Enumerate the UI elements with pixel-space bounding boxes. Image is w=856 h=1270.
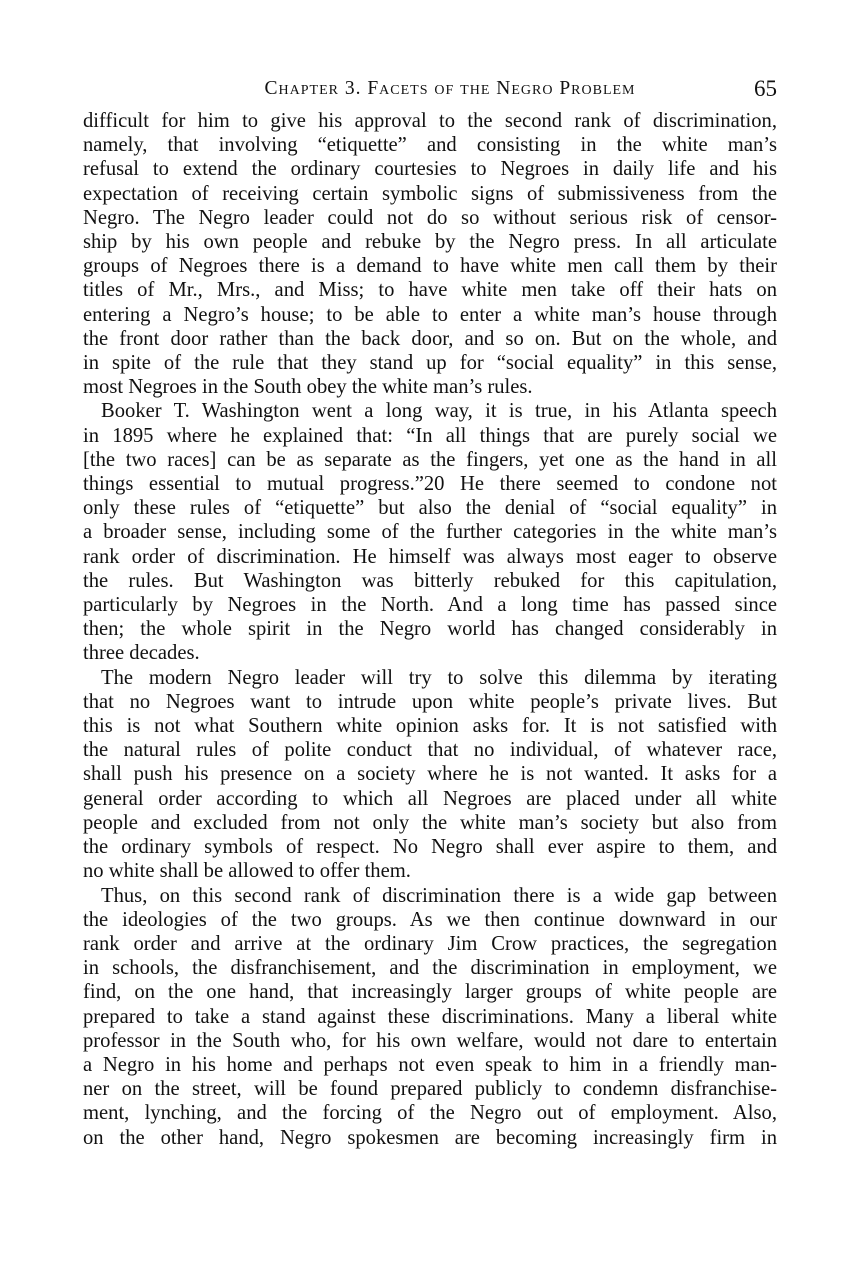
text-line: groups of Negroes there is a demand to have white men call them by their [83, 255, 777, 278]
text-line: on the other hand, Negro spokesmen are becoming increasingly firm in [83, 1126, 777, 1149]
text-line: Thus, on this second rank of discrimination there is a wide gap between [101, 884, 777, 907]
text-line: the ideologies of the two groups. As we then continue downward in our [83, 908, 777, 931]
text-line: particularly by Negroes in the North. And a long time has passed since [83, 594, 777, 617]
text-line: find, on the one hand, that increasingly larger groups of white people are [83, 981, 777, 1004]
text-line: no white shall be allowed to offer them. [83, 860, 411, 883]
paragraph [83, 666, 777, 884]
body-text [83, 109, 777, 1150]
page-number: 65 [754, 76, 777, 101]
text-line: ner on the street, will be found prepared publicly to condemn disfranchise- [83, 1078, 777, 1101]
text-segment: things essential to mutual progress.”20 He there seemed to condone not [83, 473, 777, 496]
text-line: the ordinary symbols of respect. No Negro shall ever aspire to them, and [83, 836, 777, 859]
text-line: then; the whole spirit in the Negro world has changed considerably in [83, 618, 777, 641]
text-line: in spite of the rule that they stand up for “social equality” in this sense, [83, 352, 777, 375]
text-line: rank order and arrive at the ordinary Jim Crow practices, the segregation [83, 932, 777, 955]
text-line: only these rules of “etiquette” but also the denial of “social equality” in [83, 497, 777, 520]
text-line: namely, that involving “etiquette” and consisting in the white man’s [83, 134, 777, 157]
text-line: this is not what Southern white opinion asks for. It is not satisfied with [83, 715, 777, 738]
text-line: The modern Negro leader will try to solve this dilemma by iterating [101, 666, 777, 689]
running-head [83, 78, 777, 108]
text-line: entering a Negro’s house; to be able to enter a white man’s house through [83, 303, 777, 326]
text-line: refusal to extend the ordinary courtesies to Negroes in daily life and his [83, 158, 777, 181]
text-line: professor in the South who, for his own welfare, would not dare to entertain [83, 1029, 777, 1052]
book-page [83, 78, 777, 1150]
paragraph [83, 884, 777, 1150]
text-line: [the two races] can be as separate as the fingers, yet one as the hand in all [83, 448, 777, 471]
text-line: ment, lynching, and the forcing of the Negro out of employment. Also, [83, 1102, 777, 1125]
text-line: people and excluded from not only the white man’s society but also from [83, 811, 777, 834]
text-line: Booker T. Washington went a long way, it is true, in his Atlanta speech [101, 400, 777, 423]
text-line: titles of Mr., Mrs., and Miss; to have white men take off their hats on [83, 279, 777, 302]
text-line: that no Negroes want to intrude upon white people’s private lives. But [83, 690, 777, 713]
text-line: rank order of discrimination. He himself was always most eager to observe [83, 545, 777, 568]
text-line: difficult for him to give his approval to the second rank of discrimination, [83, 110, 777, 132]
text-line: in schools, the disfranchisement, and the discrimination in employment, we [83, 957, 777, 980]
chapter-title: Chapter 3. Facets of the Negro Problem [264, 78, 636, 99]
text-line: a broader sense, including some of the further categories in the white man’s [83, 521, 777, 544]
paragraph [83, 109, 777, 399]
text-line [83, 472, 777, 496]
text-line: Negro. The Negro leader could not do so without serious risk of censor- [83, 206, 777, 229]
text-line: ship by his own people and rebuke by the Negro press. In all articulate [83, 231, 777, 254]
text-line: expectation of receiving certain symbolic signs of submissiveness from the [83, 182, 777, 205]
text-line: the natural rules of polite conduct that no individual, of whatever race, [83, 739, 777, 762]
text-line: three decades. [83, 642, 200, 665]
text-line: in 1895 where he explained that: “In all things that are purely social we [83, 424, 777, 447]
text-line: general order according to which all Negroes are placed under all white [83, 787, 777, 810]
text-line: most Negroes in the South obey the white man’s rules. [83, 376, 533, 399]
text-line: shall push his presence on a society where he is not wanted. It asks for a [83, 763, 777, 786]
text-line: the front door rather than the back door, and so on. But on the whole, and [83, 327, 777, 350]
text-line: the rules. But Washington was bitterly rebuked for this capitulation, [83, 569, 777, 592]
text-line: a Negro in his home and perhaps not even speak to him in a friendly man- [83, 1053, 777, 1076]
text-line: prepared to take a stand against these discriminations. Many a liberal white [83, 1005, 777, 1028]
paragraph [83, 399, 777, 665]
